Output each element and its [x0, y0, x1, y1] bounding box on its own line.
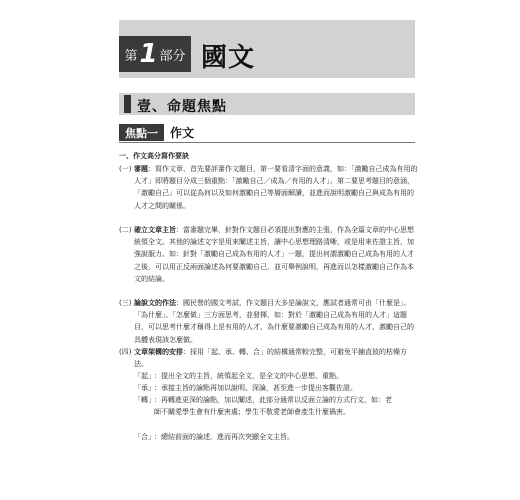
section-title: 壹、命題焦點	[137, 99, 227, 115]
section-marker	[124, 95, 131, 113]
focus-underline	[119, 142, 415, 143]
list-item	[119, 297, 419, 346]
structure-item-he	[134, 431, 394, 443]
item-term: 確立文章主旨	[134, 226, 176, 234]
item-text: ：寫作文章，首先要評審作文題目，第一要看清字面的意義，如：「激勵自己成為有用的人才」即將題目分成三個重點：「激勵自己／成為／有用的人才」。第二要思考題目的意涵，「激勵自己」可以從為何以及如何激勵自己等層面解讀，並進而說明激勵自己與成為有用的人才之間的關係。	[134, 165, 418, 210]
structure-item-cheng	[134, 382, 394, 394]
list-item	[119, 163, 419, 212]
structure-item-qi	[134, 370, 394, 382]
structure-item-zhuan	[134, 394, 394, 418]
item-number: (三)	[119, 299, 132, 307]
structure-key: 「起」	[134, 372, 155, 380]
item-number: (二)	[119, 226, 132, 234]
structure-key: 「承」	[134, 384, 155, 392]
item-text: ：國民營的國文考試，作文題目大多是論說文，應試者通常可由「什麼是」、「為什麼」、「怎麼做」三方面思考，並發揮，如：對於「激勵自己成為有用的人才」這題目，可以思考什麼才稱得上是有用的人才，為什麼要激勵自己成為有用的人才，激勵自己的具體表現該怎麼做。	[134, 299, 414, 344]
item-term: 論說文的作法	[134, 299, 176, 307]
structure-text: ：承接主旨的論點再加以說明、深論，甚至進一步提出客觀佐證。	[154, 384, 357, 392]
section-heading	[119, 93, 415, 115]
item-number: (四)	[119, 348, 132, 356]
part-suffix: 部分	[159, 48, 186, 64]
focus-tag: 焦點一	[119, 124, 164, 141]
item-term: 審題	[134, 165, 148, 173]
item-text: ：當審題完畢，針對作文題目必須提出對應的主張，作為全篇文章的中心思想統領全文。其他的論述文字是用來闡述主旨，讓中心思想理路清晰，或是用來佐證主旨，加強說服力。如：針對「激勵自己成為有用的人才」一題，提出何謂激勵自己成為有用的人才之後，可以用正反兩面論述為何要激勵自己，並可舉例說明，再進而以怎樣激勵自己作為本文的結論。	[134, 226, 414, 283]
structure-key: 「轉」	[134, 396, 155, 404]
part-number: 1	[139, 39, 158, 69]
item-text: ：採用「起、承、轉、合」的結構通常較完整，可避免平鋪直敘的枯燥方法。	[134, 348, 407, 369]
structure-text: ：總結前面的論述，進而再次突顯全文主旨。	[154, 433, 294, 441]
structure-text: ：再轉進更深的論點，加以闡述，此部分通常以反面立論的方式行文，如：老師不關愛學生會有什麼害處；學生不敬愛老師會產生什麼禍害。	[154, 396, 392, 417]
subheading-writing-tips: 一、作文高分寫作要訣	[119, 152, 189, 160]
part-prefix: 第	[124, 48, 138, 64]
item-term: 文章架構的安排	[134, 348, 183, 356]
part-number-box	[119, 36, 191, 72]
structure-text: ：提出全文的主旨，統領起全文，是全文的中心思想、重點。	[154, 372, 343, 380]
part-header	[119, 20, 415, 78]
list-item	[119, 346, 419, 370]
focus-title: 作文	[170, 126, 195, 140]
item-number: (一)	[119, 165, 132, 173]
list-item	[119, 224, 419, 285]
structure-key: 「合」	[134, 433, 155, 441]
part-title: 國文	[201, 43, 256, 73]
